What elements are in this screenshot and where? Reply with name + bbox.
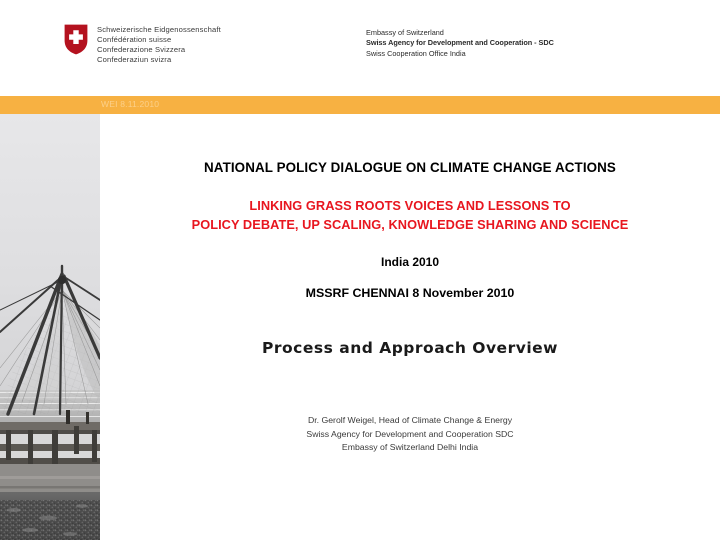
- embassy-line-2: Swiss Agency for Development and Cooperation - SDC: [366, 38, 554, 48]
- subtitle-line-2: POLICY DEBATE, UP SCALING, KNOWLEDGE SHARING AND SCIENCE: [191, 217, 629, 232]
- swiss-shield-icon: [64, 24, 88, 55]
- slide-body: [100, 114, 720, 540]
- confederation-name-rm: Confederaziun svizra: [97, 54, 172, 64]
- embassy-info: [366, 28, 554, 59]
- orange-accent-bar: [0, 96, 720, 114]
- section-heading: Process and Approach Overview: [262, 339, 558, 357]
- confederation-name-it: Confederazione Svizzera: [97, 44, 186, 54]
- confederation-name-de: Schweizerische Eidgenossenschaft: [97, 25, 221, 34]
- confederation-name-fr: Confédération suisse: [97, 34, 172, 44]
- author-organization: Swiss Agency for Development and Cooperation SDC: [306, 428, 514, 439]
- fishing-nets-illustration: [0, 114, 100, 540]
- author-date-stamp: WEI 8.11.2010: [101, 99, 160, 109]
- slide-title: NATIONAL POLICY DIALOGUE ON CLIMATE CHANGE ACTIONS: [204, 160, 616, 175]
- confederation-names: [97, 24, 221, 65]
- author-info: [100, 414, 720, 455]
- subtitle-line-1: LINKING GRASS ROOTS VOICES AND LESSONS TO: [249, 198, 571, 213]
- swiss-confederation-logo: [64, 24, 221, 65]
- venue-date: MSSRF CHENNAI 8 November 2010: [305, 286, 515, 300]
- country-year: India 2010: [380, 255, 440, 269]
- author-name-role: Dr. Gerolf Weigel, Head of Climate Change & Energy: [307, 415, 513, 425]
- embassy-line-3: Swiss Cooperation Office India: [366, 48, 466, 58]
- fishing-nets-photo: [0, 114, 100, 540]
- embassy-line-1: Embassy of Switzerland: [366, 28, 444, 37]
- slide-header: [0, 0, 720, 96]
- author-location: Embassy of Switzerland Delhi India: [341, 442, 479, 453]
- slide-subtitle: [100, 196, 720, 234]
